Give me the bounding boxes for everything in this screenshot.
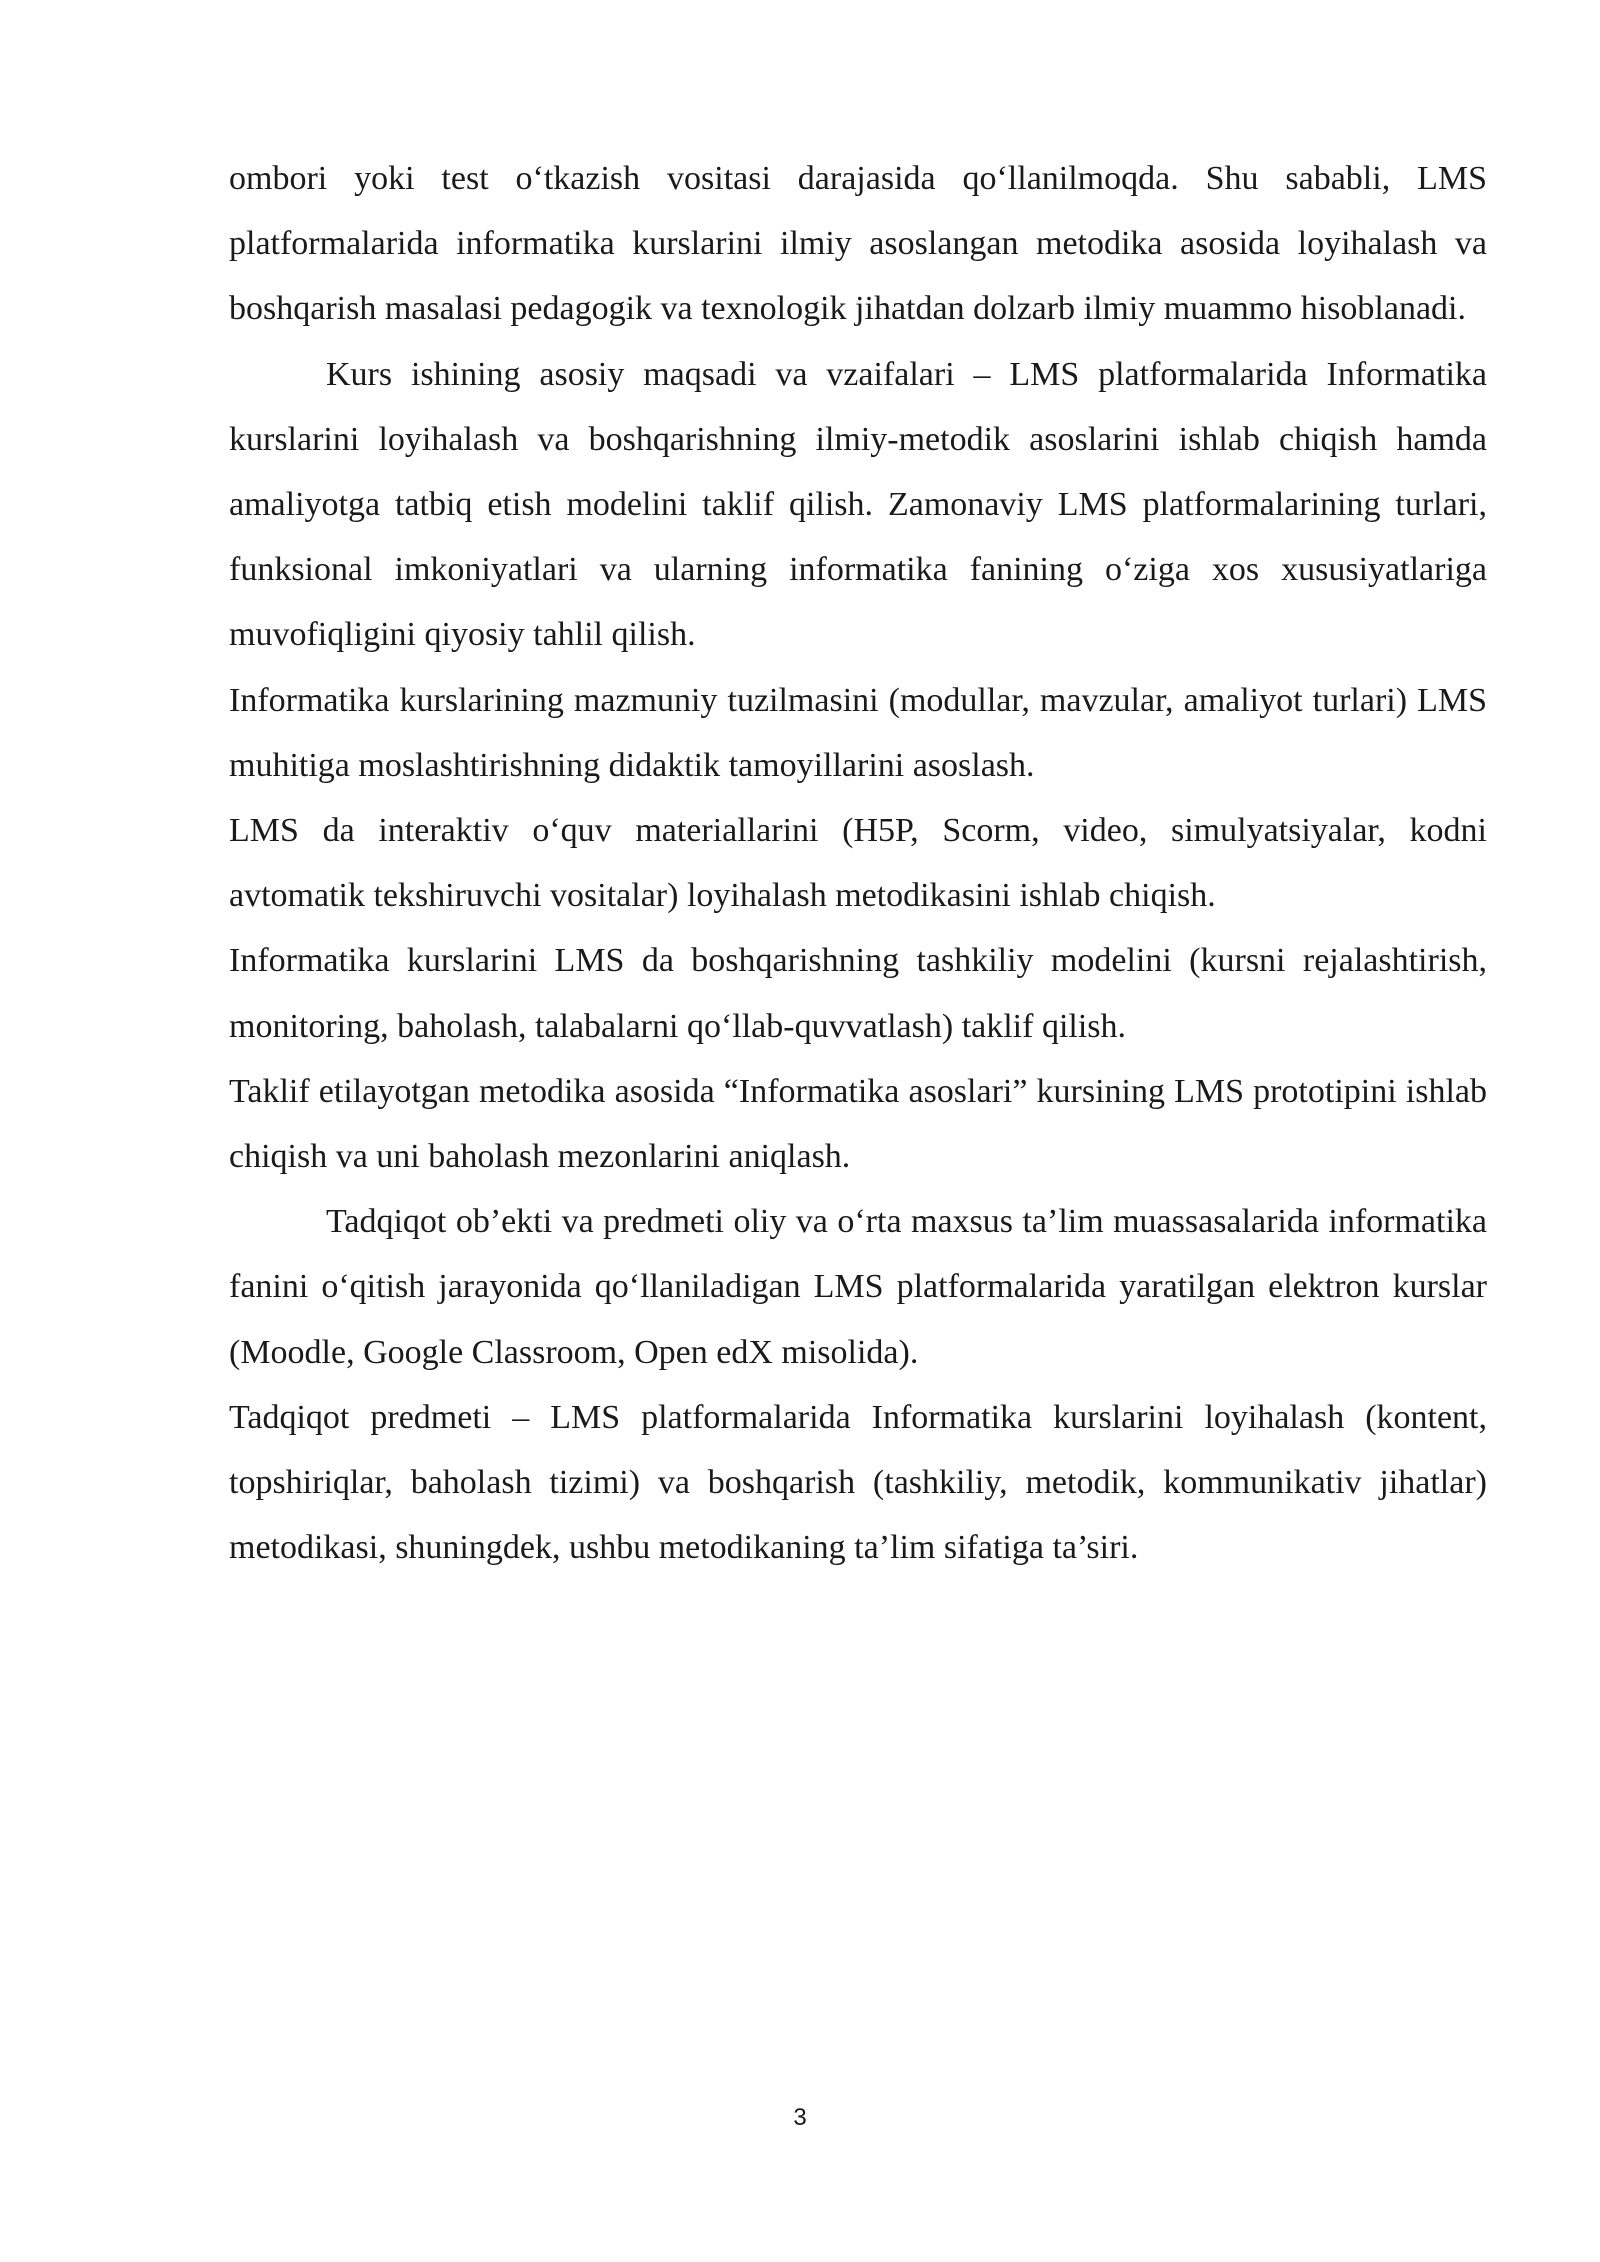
paragraph-research-object: Tadqiqot ob’ekti va predmeti oliy va o‘rta maxsus ta’lim muassasalarida informatika fanini o‘qitish jarayonida qo‘llaniladigan LMS platformalarida yaratilgan elektron kurslar (Moodle, Google Classroom, Open edX misolida). xyxy=(229,1203,1487,1371)
paragraph-task-interactive-materials: LMS da interaktiv o‘quv materiallarini (H5P, Scorm, video, simulyatsiyalar, kodni avtomatik tekshiruvchi vositalar) loyihalash metodikasini ishlab chiqish. xyxy=(229,812,1487,915)
page-number: 3 xyxy=(793,2104,807,2131)
paragraph-task-content-structure: Informatika kurslarining mazmuniy tuzilmasini (modullar, mavzular, amaliyot turlari) LMS muhitiga moslashtirishning didaktik tamoyillarini asoslash. xyxy=(229,681,1487,784)
paragraph-task-management-model: Informatika kurslarini LMS da boshqarishning tashkiliy modelini (kursni rejalashtirish, monitoring, baholash, talabalarni qo‘llab-quvvatlash) taklif qilish. xyxy=(229,942,1487,1045)
paragraph-research-subject: Tadqiqot predmeti – LMS platformalarida Informatika kurslarini loyihalash (kontent, topshiriqlar, baholash tizimi) va boshqarish (tashkiliy, metodik, kommunikativ jihatlar) metodikasi, shuningdek, ushbu metodikaning ta’lim sifatiga ta’siri. xyxy=(229,1398,1487,1567)
paragraph-task-prototype: Taklif etilayotgan metodika asosida “Informatika asoslari” kursining LMS prototipini ishlab chiqish va uni baholash mezonlarini aniqlash. xyxy=(229,1072,1487,1176)
paragraph-problem-statement: ombori yoki test o‘tkazish vositasi darajasida qo‘llanilmoqda. Shu sababli, LMS platformalarida informatika kurslarini ilmiy asoslangan metodika asosida loyihalash va boshqarish masalasi pedagogik va texnologik jihatdan dolzarb ilmiy muammo hisoblanadi. xyxy=(229,160,1487,328)
paragraph-goals: Kurs ishining asosiy maqsadi va vzaifalari – LMS platformalarida Informatika kurslarini loyihalash va boshqarishning ilmiy-metodik asoslarini ishlab chiqish hamda amaliyotga tatbiq etish modelini taklif qilish. Zamonaviy LMS platformalarining turlari, funksional imkoniyatlari va ularning informatika fanining o‘ziga xos xususiyatlariga muvofiqligini qiyosiy tahlil qilish. xyxy=(229,355,1487,654)
body-text xyxy=(229,146,1487,1580)
